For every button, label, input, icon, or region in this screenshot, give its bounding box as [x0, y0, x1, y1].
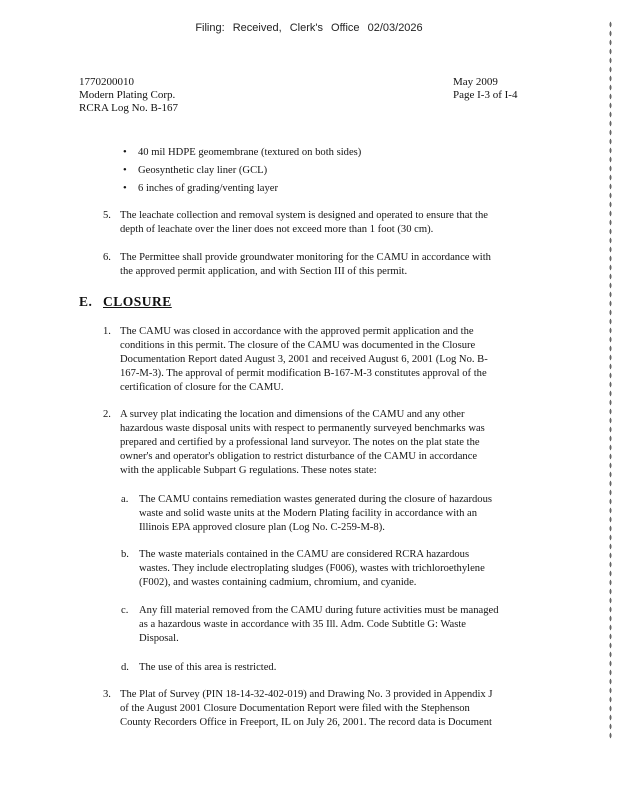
document-date: May 2009: [453, 76, 498, 88]
section-heading: [79, 294, 172, 310]
item-number: 3.: [103, 689, 111, 700]
company-name: Modern Plating Corp.: [79, 89, 176, 101]
list-item: • 40 mil HDPE geomembrane (textured on both sides): [123, 147, 362, 158]
sub-item-letter: d.: [121, 662, 129, 673]
sub-item-a: a. The CAMU contains remediation wastes generated during the closure of hazardous waste and solid waste units at the Modern Plating facility in accordance with an Illinois EPA approved closure plan (Log No. C-259-M-8).: [121, 494, 493, 533]
numbered-item-6: 6. The Permittee shall provide groundwater monitoring for the CAMU in accordance with the approved permit application, and with Section III of this permit.: [103, 252, 491, 277]
sub-item-letter: b.: [121, 549, 129, 560]
document-number: 1770200010: [79, 76, 134, 88]
item-number: 5.: [103, 210, 111, 221]
numbered-item-5: 5. The leachate collection and removal system is designed and operated to ensure that the depth of leachate over the liner does not exceed more than 1 foot (30 cm).: [103, 210, 488, 235]
section-letter: E.: [79, 294, 93, 309]
sub-item-letter: c.: [121, 605, 129, 616]
sub-item-d: d. The use of this area is restricted.: [121, 662, 277, 673]
item-number: 2.: [103, 409, 111, 420]
closure-item-2: 2. A survey plat indicating the location and dimensions of the CAMU and any other hazardous waste disposal units with respect to permanently surveyed benchmarks was prepared and certified by a professional land surveyor. The notes on the plat state the owner's and operator's obligation to restrict disturbance of the CAMU in accordance with the applicable Subpart G regulations. These notes state:: [103, 409, 485, 476]
sub-item-c: c. Any fill material removed from the CAMU during future activities must be managed as a hazardous waste in accordance with 35 Ill. Adm. Code Subtitle G: Waste Disposal.: [121, 605, 499, 644]
list-item: • 6 inches of grading/venting layer: [123, 183, 279, 194]
filing-stamp: Filing: Received, Clerk's Office 02/03/2026: [195, 22, 423, 34]
page-number: Page I-3 of I-4: [453, 89, 518, 101]
list-item: • Geosynthetic clay liner (GCL): [123, 165, 268, 176]
sub-item-letter: a.: [121, 494, 129, 505]
log-number: RCRA Log No. B-167: [79, 102, 179, 114]
scan-edge-dots: [609, 20, 612, 740]
bullet-icon: •: [123, 147, 127, 158]
bullet-icon: •: [123, 183, 127, 194]
item-number: 6.: [103, 252, 111, 263]
closure-item-1: 1. The CAMU was closed in accordance with the approved permit application and the conditions in this permit. The closure of the CAMU was documented in the Closure Documentation Report dated August 3, 2001 and received August 6, 2001 (Log No. B- 167-M-3). The approval of permit modification B-167-M-3 constitutes approval of the certification of closure for the CAMU.: [103, 326, 488, 393]
bullet-icon: •: [123, 165, 127, 176]
document-header-right: [453, 76, 517, 102]
item-number: 1.: [103, 326, 111, 337]
closure-item-3: 3. The Plat of Survey (PIN 18-14-32-402-019) and Drawing No. 3 provided in Appendix J of the August 2001 Closure Documentation Report were filed with the Stephenson County Recorders Office in Freeport, IL on July 26, 2001. The record data is Document: [103, 689, 493, 728]
document-header-left: [79, 76, 178, 115]
section-title: CLOSURE: [103, 294, 172, 309]
sub-item-b: b. The waste materials contained in the CAMU are considered RCRA hazardous wastes. They include electroplating sludges (F006), wastes with trichloroethylene (F002), and wastes containing cadmium, chromium, and cyanide.: [121, 549, 485, 588]
